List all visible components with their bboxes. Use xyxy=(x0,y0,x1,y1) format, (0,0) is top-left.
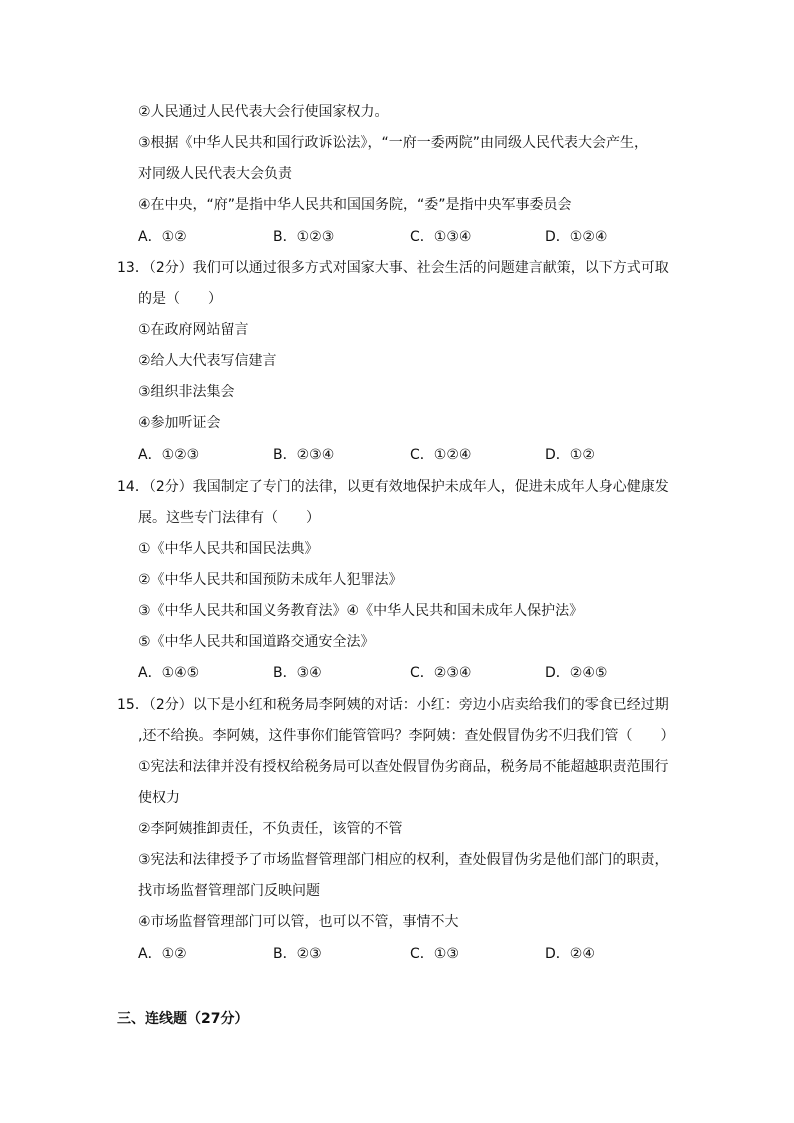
q15-item-3-line1: ③宪法和法律授予了市场监督管理部门相应的权利，查处假冒伪劣是他们部门的职责， xyxy=(138,852,669,868)
q12-option-a[interactable]: A．①② xyxy=(138,229,187,245)
q12-option-c[interactable]: C．①③④ xyxy=(410,229,472,245)
q14-option-c[interactable]: C．②③④ xyxy=(410,665,472,681)
q13-item-1: ①在政府网站留言 xyxy=(138,322,249,338)
q14-options xyxy=(138,663,658,683)
q14-option-a[interactable]: A．①④⑤ xyxy=(138,665,200,681)
q15-item-1-line1: ①宪法和法律并没有授权给税务局可以查处假冒伪劣商品，税务局不能超越职责范围行 xyxy=(138,759,669,775)
q14-stem-line1: 14．（2分）我国制定了专门的法律，以更有效地保护未成年人，促进未成年人身心健康发 xyxy=(117,479,669,495)
q13-option-a[interactable]: A．①②③ xyxy=(138,447,200,463)
q13-options xyxy=(138,445,658,465)
q12-item-2: ②人民通过人民代表大会行使国家权力。 xyxy=(138,104,389,120)
q12-item-4: ④在中央，“府”是指中华人民共和国国务院，“委”是指中央军事委员会 xyxy=(138,197,572,213)
q15-item-4: ④市场监督管理部门可以管，也可以不管，事情不大 xyxy=(138,914,459,930)
q13-item-2: ②给人大代表写信建言 xyxy=(138,353,277,369)
q12-options xyxy=(138,227,658,247)
q15-option-d[interactable]: D．②④ xyxy=(545,946,595,962)
q15-option-a[interactable]: A．①② xyxy=(138,946,187,962)
q13-option-d[interactable]: D．①② xyxy=(545,447,595,463)
q13-option-c[interactable]: C．①②④ xyxy=(410,447,472,463)
q13-stem-line2: 的是（ ） xyxy=(138,291,222,307)
q14-item-2: ②《中华人民共和国预防未成年人犯罪法》 xyxy=(138,572,403,588)
q12-option-d[interactable]: D．①②④ xyxy=(545,229,608,245)
section-3-heading: 三、连线题（27分） xyxy=(117,1011,249,1027)
q15-option-c[interactable]: C．①③ xyxy=(410,946,459,962)
q12-item-3-line1: ③根据《中华人民共和国行政诉讼法》，“一府一委两院”由同级人民代表大会产生， xyxy=(138,135,649,151)
q13-item-3: ③组织非法集会 xyxy=(138,384,235,400)
q14-item-1: ①《中华人民共和国民法典》 xyxy=(138,541,319,557)
q13-item-4: ④参加听证会 xyxy=(138,415,221,431)
q12-item-3-line2: 对同级人民代表大会负责 xyxy=(138,166,292,182)
q12-option-b[interactable]: B．①②③ xyxy=(273,229,335,245)
q15-stem-line2: ,还不给换。李阿姨，这件事你们能管管吗？李阿姨：查处假冒伪劣不归我们管（ ） xyxy=(138,728,675,744)
q15-stem-line1: 15．（2分）以下是小红和税务局李阿姨的对话：小红：旁边小店卖给我们的零食已经过期 xyxy=(117,697,669,713)
q14-option-b[interactable]: B．③④ xyxy=(273,665,322,681)
q15-item-2: ②李阿姨推卸责任，不负责任，该管的不管 xyxy=(138,821,403,837)
q15-options xyxy=(138,944,658,964)
q15-option-b[interactable]: B．②③ xyxy=(273,946,322,962)
q15-item-1-line2: 使权力 xyxy=(138,790,180,806)
q14-item-5: ⑤《中华人民共和国道路交通安全法》 xyxy=(138,634,375,650)
q14-stem-line2: 展。这些专门法律有（ ） xyxy=(138,510,320,526)
q15-item-3-line2: 找市场监督管理部门反映问题 xyxy=(138,883,320,899)
q13-option-b[interactable]: B．②③④ xyxy=(273,447,335,463)
q13-stem-line1: 13．（2分）我们可以通过很多方式对国家大事、社会生活的问题建言献策，以下方式可取 xyxy=(117,260,669,276)
q14-item-3-4: ③《中华人民共和国义务教育法》④《中华人民共和国未成年人保护法》 xyxy=(138,603,584,619)
q14-option-d[interactable]: D．②④⑤ xyxy=(545,665,608,681)
